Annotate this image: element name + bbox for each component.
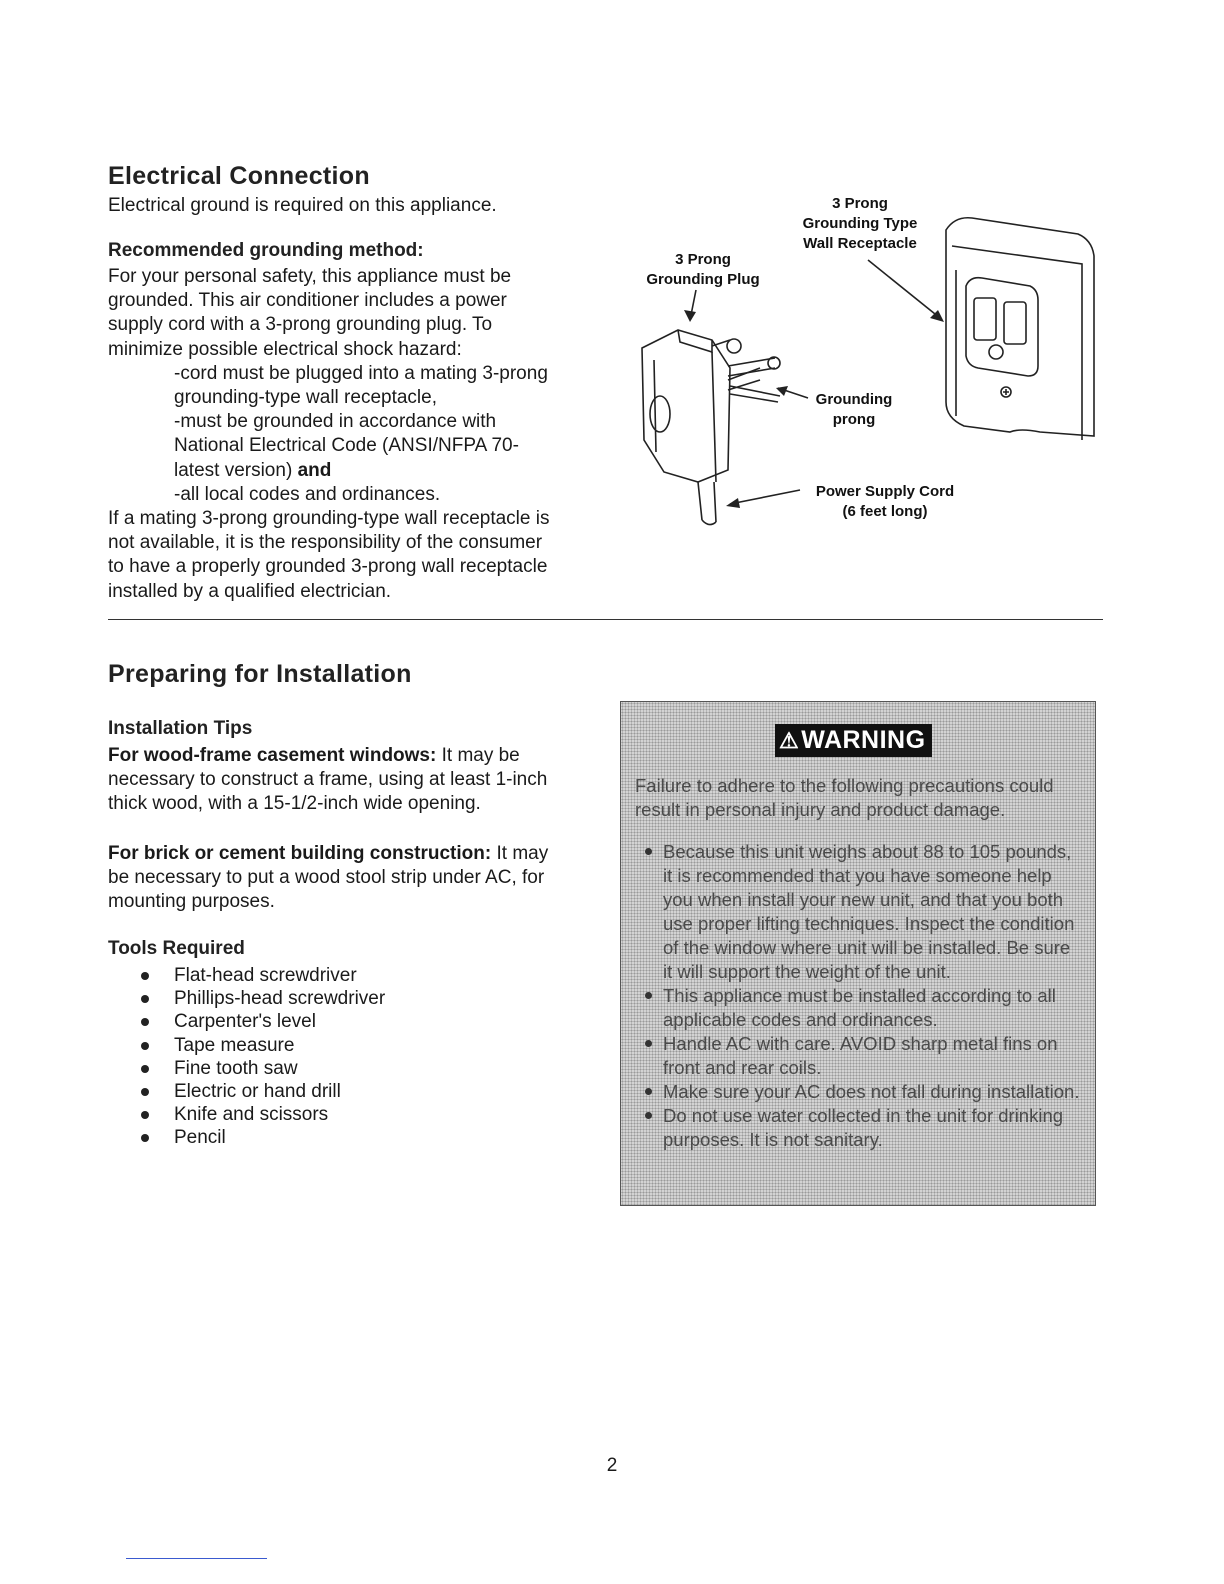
text-line: minimize possible electrical shock hazard: [108, 338, 462, 360]
text-fragment: It may be [436, 745, 520, 766]
tool-name: Flat-head screwdriver [174, 965, 357, 986]
label-line: Grounding [815, 391, 893, 408]
text-line: installed by a qualified electrician. [108, 580, 392, 602]
bullet-icon [141, 1111, 149, 1119]
text-line: supply cord with a 3-prong grounding plug. To [108, 314, 493, 336]
list-item [108, 1126, 508, 1149]
warning-title-text: WARNING [801, 726, 926, 754]
tools-required-heading: Tools Required [108, 938, 245, 959]
text-line: National Electrical Code (ANSI/NFPA 70- [174, 435, 519, 457]
text-fragment-bold: and [297, 459, 332, 481]
list-item [635, 1032, 1085, 1080]
bullet-icon [141, 995, 149, 1003]
list-item [635, 1080, 1085, 1104]
section-divider [108, 619, 1103, 620]
plug-label [628, 250, 778, 290]
list-item [108, 1080, 508, 1103]
list-item [635, 840, 1085, 984]
list-item [108, 964, 508, 987]
tool-name: Phillips-head screwdriver [174, 988, 386, 1010]
text-line: Make sure your AC does not fall during installation. [663, 1081, 1080, 1102]
list-item [108, 1057, 508, 1080]
power-cord-label [800, 482, 970, 522]
bullet-icon [645, 1112, 652, 1119]
text-line: This appliance must be installed according to all [663, 985, 1056, 1006]
text-line: grounding-type wall receptacle, [174, 387, 437, 409]
text-line: purposes. It is not sanitary. [663, 1129, 883, 1150]
tip-lead: For brick or cement building construction: [108, 843, 492, 864]
tip-lead: For wood-frame casement windows: [108, 745, 437, 766]
label-line: Grounding Plug [646, 271, 760, 288]
bullet-icon [645, 848, 652, 855]
label-line: Grounding Type [802, 215, 918, 232]
text-line: If a mating 3-prong grounding-type wall receptacle is [108, 508, 550, 530]
grounding-paragraph [108, 265, 549, 604]
text-line: grounded. This air conditioner includes a power [108, 290, 507, 312]
warning-intro [635, 774, 1085, 822]
label-line: Wall Receptacle [803, 235, 917, 252]
text-line: it will support the weight of the unit. [663, 961, 951, 982]
list-item [108, 1010, 508, 1033]
warning-box [620, 701, 1096, 1206]
text-line [108, 744, 547, 768]
label-line: prong [832, 411, 876, 428]
label-line: Power Supply Cord [815, 483, 955, 500]
bullet-icon [645, 992, 652, 999]
text-line: it is recommended that you have someone help [663, 865, 1052, 886]
list-item [108, 1034, 508, 1057]
tool-name: Electric or hand drill [174, 1081, 341, 1103]
text-fragment: It may [491, 843, 549, 864]
label-line: (6 feet long) [842, 503, 928, 520]
bullet-icon [645, 1088, 652, 1095]
brick-cement-tip [108, 842, 548, 915]
bullet-icon [141, 972, 149, 980]
text-line: front and rear coils. [663, 1057, 822, 1078]
text-line: Do not use water collected in the unit for drinking [663, 1105, 1064, 1126]
electrical-intro: Electrical ground is required on this appliance. [108, 195, 497, 216]
tools-list [108, 964, 508, 1150]
installation-tips-heading: Installation Tips [108, 718, 253, 739]
text-line [108, 459, 549, 483]
tool-name: Carpenter's level [174, 1011, 316, 1033]
grounding-prong-label [804, 390, 904, 430]
bullet-icon [141, 1065, 149, 1073]
text-line: mounting purposes. [108, 891, 275, 913]
tool-name: Tape measure [174, 1034, 295, 1056]
bullet-icon [141, 1018, 149, 1026]
receptacle-label [790, 194, 930, 254]
grounding-method-heading: Recommended grounding method: [108, 240, 424, 261]
text-line: to have a properly grounded 3-prong wall receptacle [108, 556, 548, 578]
warning-triangle-icon: ⚠ [779, 728, 800, 753]
text-line: be necessary to put a wood stool strip under AC, for [108, 867, 545, 889]
text-line: thick wood, with a 15-1/2-inch wide opening. [108, 793, 481, 815]
list-item [108, 1103, 508, 1126]
text-line: result in personal injury and product damage. [635, 799, 1006, 820]
bullet-icon [141, 1134, 149, 1142]
section-title-preparing: Preparing for Installation [108, 660, 412, 688]
section-title-electrical: Electrical Connection [108, 162, 370, 190]
text-line: applicable codes and ordinances. [663, 1009, 938, 1030]
text-line: -cord must be plugged into a mating 3-prong [174, 362, 548, 384]
text-line: For your personal safety, this appliance must be [108, 266, 512, 287]
text-line: of the window where unit will be installed. Be sure [663, 937, 1071, 958]
bullet-icon [141, 1088, 149, 1096]
text-line: not available, it is the responsibility of the consumer [108, 532, 543, 554]
text-line: Failure to adhere to the following precautions could [635, 775, 1054, 796]
text-line: necessary to construct a frame, using at least 1-inch [108, 769, 548, 791]
label-line: 3 Prong [675, 251, 731, 268]
text-line: you when install your new unit, and that you both [663, 889, 1064, 910]
warning-title [775, 724, 932, 757]
wood-frame-tip [108, 744, 547, 817]
tool-name: Fine tooth saw [174, 1057, 298, 1079]
label-line: 3 Prong [832, 195, 888, 212]
text-line: -all local codes and ordinances. [174, 483, 441, 505]
list-item [635, 1104, 1085, 1152]
text-line [108, 842, 548, 866]
tool-name: Knife and scissors [174, 1104, 329, 1126]
bullet-icon [645, 1040, 652, 1047]
warning-list [635, 840, 1085, 1152]
list-item [635, 984, 1085, 1032]
list-item [108, 987, 508, 1010]
text-line: Because this unit weighs about 88 to 105 pounds, [663, 841, 1072, 862]
page-number: 2 [606, 1455, 618, 1476]
text-fragment: latest version) [174, 459, 293, 481]
bullet-icon [141, 1042, 149, 1050]
text-line: Handle AC with care. AVOID sharp metal fins on [663, 1033, 1058, 1054]
text-line: use proper lifting techniques. Inspect the condition [663, 913, 1075, 934]
tool-name: Pencil [174, 1127, 226, 1149]
text-line: -must be grounded in accordance with [174, 411, 497, 433]
footer-rule [126, 1558, 267, 1559]
grounding-diagram [620, 190, 1100, 540]
